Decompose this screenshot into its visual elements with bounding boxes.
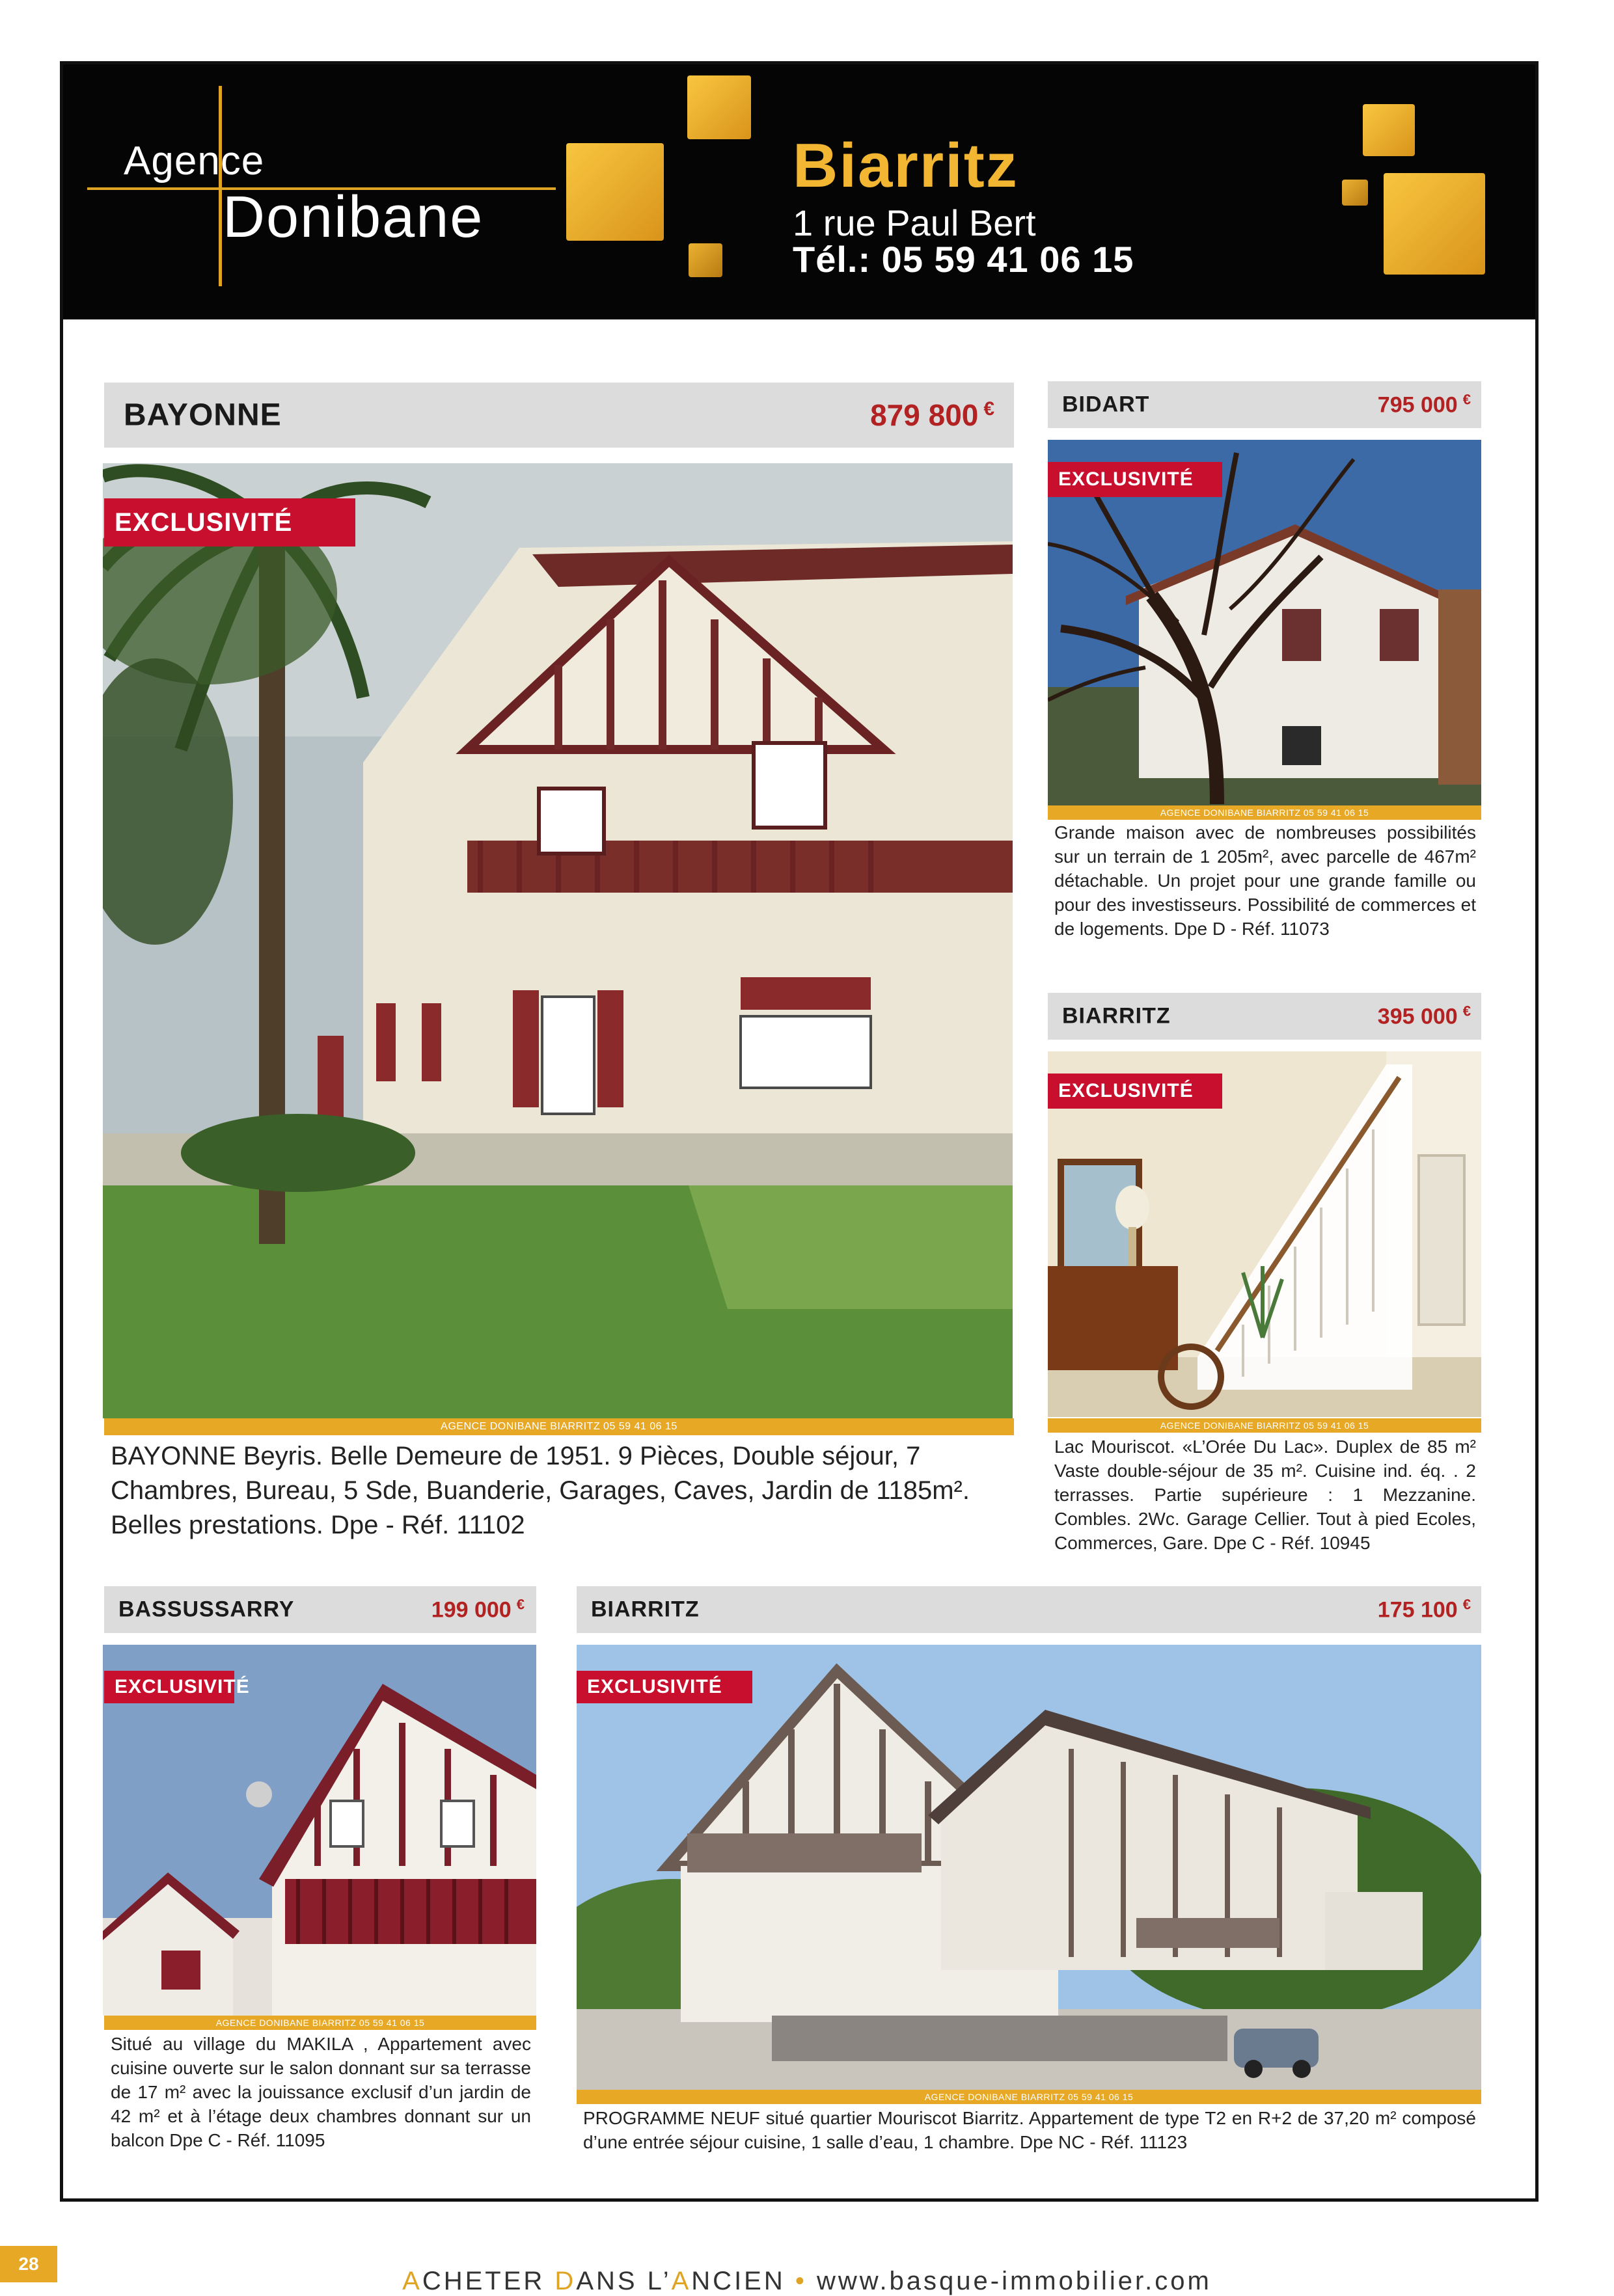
agency-city: Biarritz xyxy=(793,131,1019,200)
footer-tagline: ACHETER DANS L’ANCIEN • www.basque-immobilier.com xyxy=(402,2267,1212,2295)
listing-price: 199 000 € xyxy=(431,1596,525,1623)
logo-agence-text: Agence xyxy=(124,139,265,183)
page-number: 28 xyxy=(0,2246,57,2282)
listing-price: 175 100 € xyxy=(1377,1596,1471,1623)
photo-credit: AGENCE DONIBANE BIARRITZ 05 59 41 06 15 xyxy=(1048,1418,1481,1433)
gold-square-decoration xyxy=(1384,173,1485,275)
listing-title-bar xyxy=(104,1586,536,1633)
photo-credit: AGENCE DONIBANE BIARRITZ 05 59 41 06 15 xyxy=(1048,805,1481,820)
listing-town: BIARRITZ xyxy=(1062,1003,1171,1029)
gold-square-decoration xyxy=(566,143,664,241)
footer-website-link[interactable]: www.basque-immobilier.com xyxy=(816,2267,1212,2295)
listing-description: BAYONNE Beyris. Belle Demeure de 1951. 9 Pièces, Double séjour, 7 Chambres, Bureau, 5 Sde, Buanderie, Garages, Caves, Jardin de 1185m². Belles prestations. Dpe - Réf. 11102 xyxy=(111,1442,970,1539)
gold-square-decoration xyxy=(689,243,722,277)
exclusivity-badge: EXCLUSIVITÉ xyxy=(577,1671,752,1703)
gold-square-decoration xyxy=(1363,104,1415,156)
listing-photo-house[interactable] xyxy=(103,463,1013,1418)
logo-donibane-text: Donibane xyxy=(223,185,484,250)
listing-town: BASSUSSARRY xyxy=(118,1597,295,1622)
listing-description: PROGRAMME NEUF situé quartier Mouriscot Biarritz. Appartement de type T2 en R+2 de 37,20 m² composé d’une entrée séjour cuisine, 1 salle d’eau, 1 chambre. Dpe NC - Réf. 11123 xyxy=(583,2108,1476,2152)
listing-title-bar xyxy=(104,383,1014,448)
listing-description: Lac Mouriscot. «L’Orée Du Lac». Duplex de 85 m² Vaste double-séjour de 35 m². Cuisine ind. éq. . 2 terrasses. Partie supérieure : 1 Mezzanine. Combles. 2Wc. Garage Cellier. Tout à pied Ecoles, Commerces, Gare. Dpe C - Réf. 10945 xyxy=(1054,1437,1476,1553)
exclusivity-badge: EXCLUSIVITÉ xyxy=(1048,1074,1222,1109)
listing-town: BAYONNE xyxy=(124,398,282,433)
gold-square-decoration xyxy=(687,75,751,139)
logo-vertical-line xyxy=(219,86,222,286)
photo-credit: AGENCE DONIBANE BIARRITZ 05 59 41 06 15 xyxy=(104,2016,536,2030)
house-illustration xyxy=(103,463,1013,1418)
listing-price: 879 800 € xyxy=(870,398,994,432)
listing-town: BIDART xyxy=(1062,392,1150,417)
listing-title-bar xyxy=(577,1586,1481,1633)
listing-title-bar xyxy=(1048,381,1481,428)
listing-price: 395 000 € xyxy=(1377,1003,1471,1029)
photo-credit: AGENCE DONIBANE BIARRITZ 05 59 41 06 15 xyxy=(577,2090,1481,2104)
agency-phone: Tél.: 05 59 41 06 15 xyxy=(793,239,1134,280)
photo-credit: AGENCE DONIBANE BIARRITZ 05 59 41 06 15 xyxy=(104,1418,1014,1435)
listing-description: Grande maison avec de nombreuses possibilités sur un terrain de 1 205m², avec parcelle de 467m² détachable. Un projet pour une grande famille ou pour des investisseurs. Possibilité de commerces et de logements. Dpe D - Réf. 11073 xyxy=(1054,822,1476,939)
listing-photo-residence[interactable] xyxy=(577,1645,1481,2090)
exclusivity-badge: EXCLUSIVITÉ xyxy=(104,498,355,547)
exclusivity-badge: EXCLUSIVITÉ xyxy=(1048,462,1222,497)
listing-title-bar xyxy=(1048,993,1481,1040)
residence-illustration xyxy=(577,1645,1481,2090)
listing-description: Situé au village du MAKILA , Appartement avec cuisine ouverte sur le salon donnant sur sa terrasse de 17 m² avec la jouissance exclusif d’un jardin de 42 m² et à l’étage deux chambres donnant sur un balcon Dpe C - Réf. 11095 xyxy=(111,2034,531,2150)
exclusivity-badge: EXCLUSIVITÉ xyxy=(104,1671,234,1703)
gold-square-decoration xyxy=(1342,180,1368,206)
agency-address: 1 rue Paul Bert xyxy=(793,202,1036,243)
listing-price: 795 000 € xyxy=(1377,391,1471,418)
listing-town: BIARRITZ xyxy=(591,1597,700,1622)
